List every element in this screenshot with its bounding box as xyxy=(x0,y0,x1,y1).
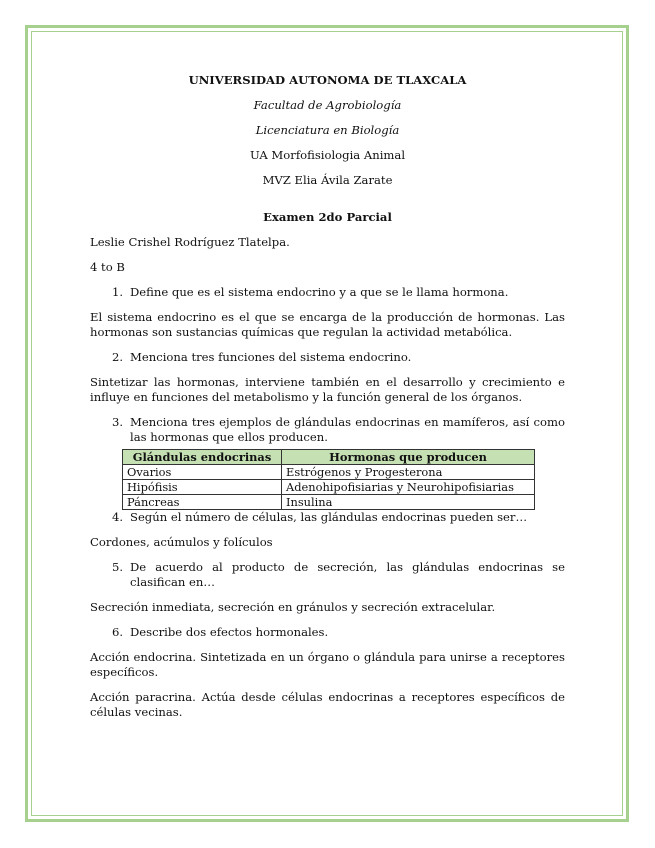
question-number: 1. xyxy=(112,285,124,299)
question-text: Describe dos efectos hormonales. xyxy=(130,625,329,639)
student-name: Leslie Crishel Rodríguez Tlatelpa. xyxy=(90,235,290,249)
document-body xyxy=(90,73,565,730)
table-header-cell: Hormonas que producen xyxy=(282,450,535,465)
answer-2: Sintetizar las hormonas, interviene también en el desarrollo y crecimiento e influye en funciones del metabolismo y la función general de los órganos. xyxy=(90,375,565,404)
question-4 xyxy=(90,510,565,525)
table-cell: Ovarios xyxy=(123,465,282,480)
student-group: 4 to B xyxy=(90,260,125,274)
question-text: De acuerdo al producto de secreción, las glándulas endocrinas se clasifican en… xyxy=(130,560,565,589)
faculty-name: Facultad de Agrobiología xyxy=(253,98,402,112)
table-row xyxy=(123,495,535,510)
question-2 xyxy=(90,350,565,365)
table-cell: Estrógenos y Progesterona xyxy=(282,465,535,480)
program-name: Licenciatura en Biología xyxy=(255,123,400,137)
question-number: 4. xyxy=(112,510,124,524)
teacher-name: MVZ Elia Ávila Zarate xyxy=(262,173,393,187)
table-cell: Adenohipofisiarias y Neurohipofisiarias xyxy=(282,480,535,495)
answer-4: Cordones, acúmulos y folículos xyxy=(90,535,273,549)
question-number: 2. xyxy=(112,350,124,364)
answer-5: Secreción inmediata, secreción en gránulos y secreción extracelular. xyxy=(90,600,496,614)
course-name: UA Morfofisiologia Animal xyxy=(249,148,406,162)
question-text: Define que es el sistema endocrino y a que se le llama hormona. xyxy=(130,285,509,299)
question-text: Según el número de células, las glándulas endocrinas pueden ser… xyxy=(130,510,528,524)
table-cell: Hipófisis xyxy=(123,480,282,495)
glands-table xyxy=(122,449,535,510)
exam-title: Examen 2do Parcial xyxy=(263,210,392,224)
university-name: UNIVERSIDAD AUTONOMA DE TLAXCALA xyxy=(188,73,467,87)
question-1 xyxy=(90,285,565,300)
table-header-cell: Glándulas endocrinas xyxy=(123,450,282,465)
answer-6a: Acción endocrina. Sintetizada en un órgano o glándula para unirse a receptores específicos. xyxy=(90,650,565,679)
question-number: 6. xyxy=(112,625,124,639)
question-text: Menciona tres ejemplos de glándulas endocrinas en mamíferos, así como las hormonas que ellos producen. xyxy=(130,415,565,444)
table-cell: Páncreas xyxy=(123,495,282,510)
table-header-row xyxy=(123,450,535,465)
question-5 xyxy=(90,560,565,590)
answer-1: El sistema endocrino es el que se encarga de la producción de hormonas. Las hormonas son sustancias químicas que regulan la actividad metabólica. xyxy=(90,310,565,339)
question-number: 5. xyxy=(112,560,124,574)
question-number: 3. xyxy=(112,415,124,429)
question-6 xyxy=(90,625,565,640)
answer-6b: Acción paracrina. Actúa desde células endocrinas a receptores específicos de células vecinas. xyxy=(90,690,565,719)
table-row xyxy=(123,465,535,480)
table-cell: Insulina xyxy=(282,495,535,510)
question-text: Menciona tres funciones del sistema endocrino. xyxy=(130,350,412,364)
question-3 xyxy=(90,415,565,445)
table-row xyxy=(123,480,535,495)
